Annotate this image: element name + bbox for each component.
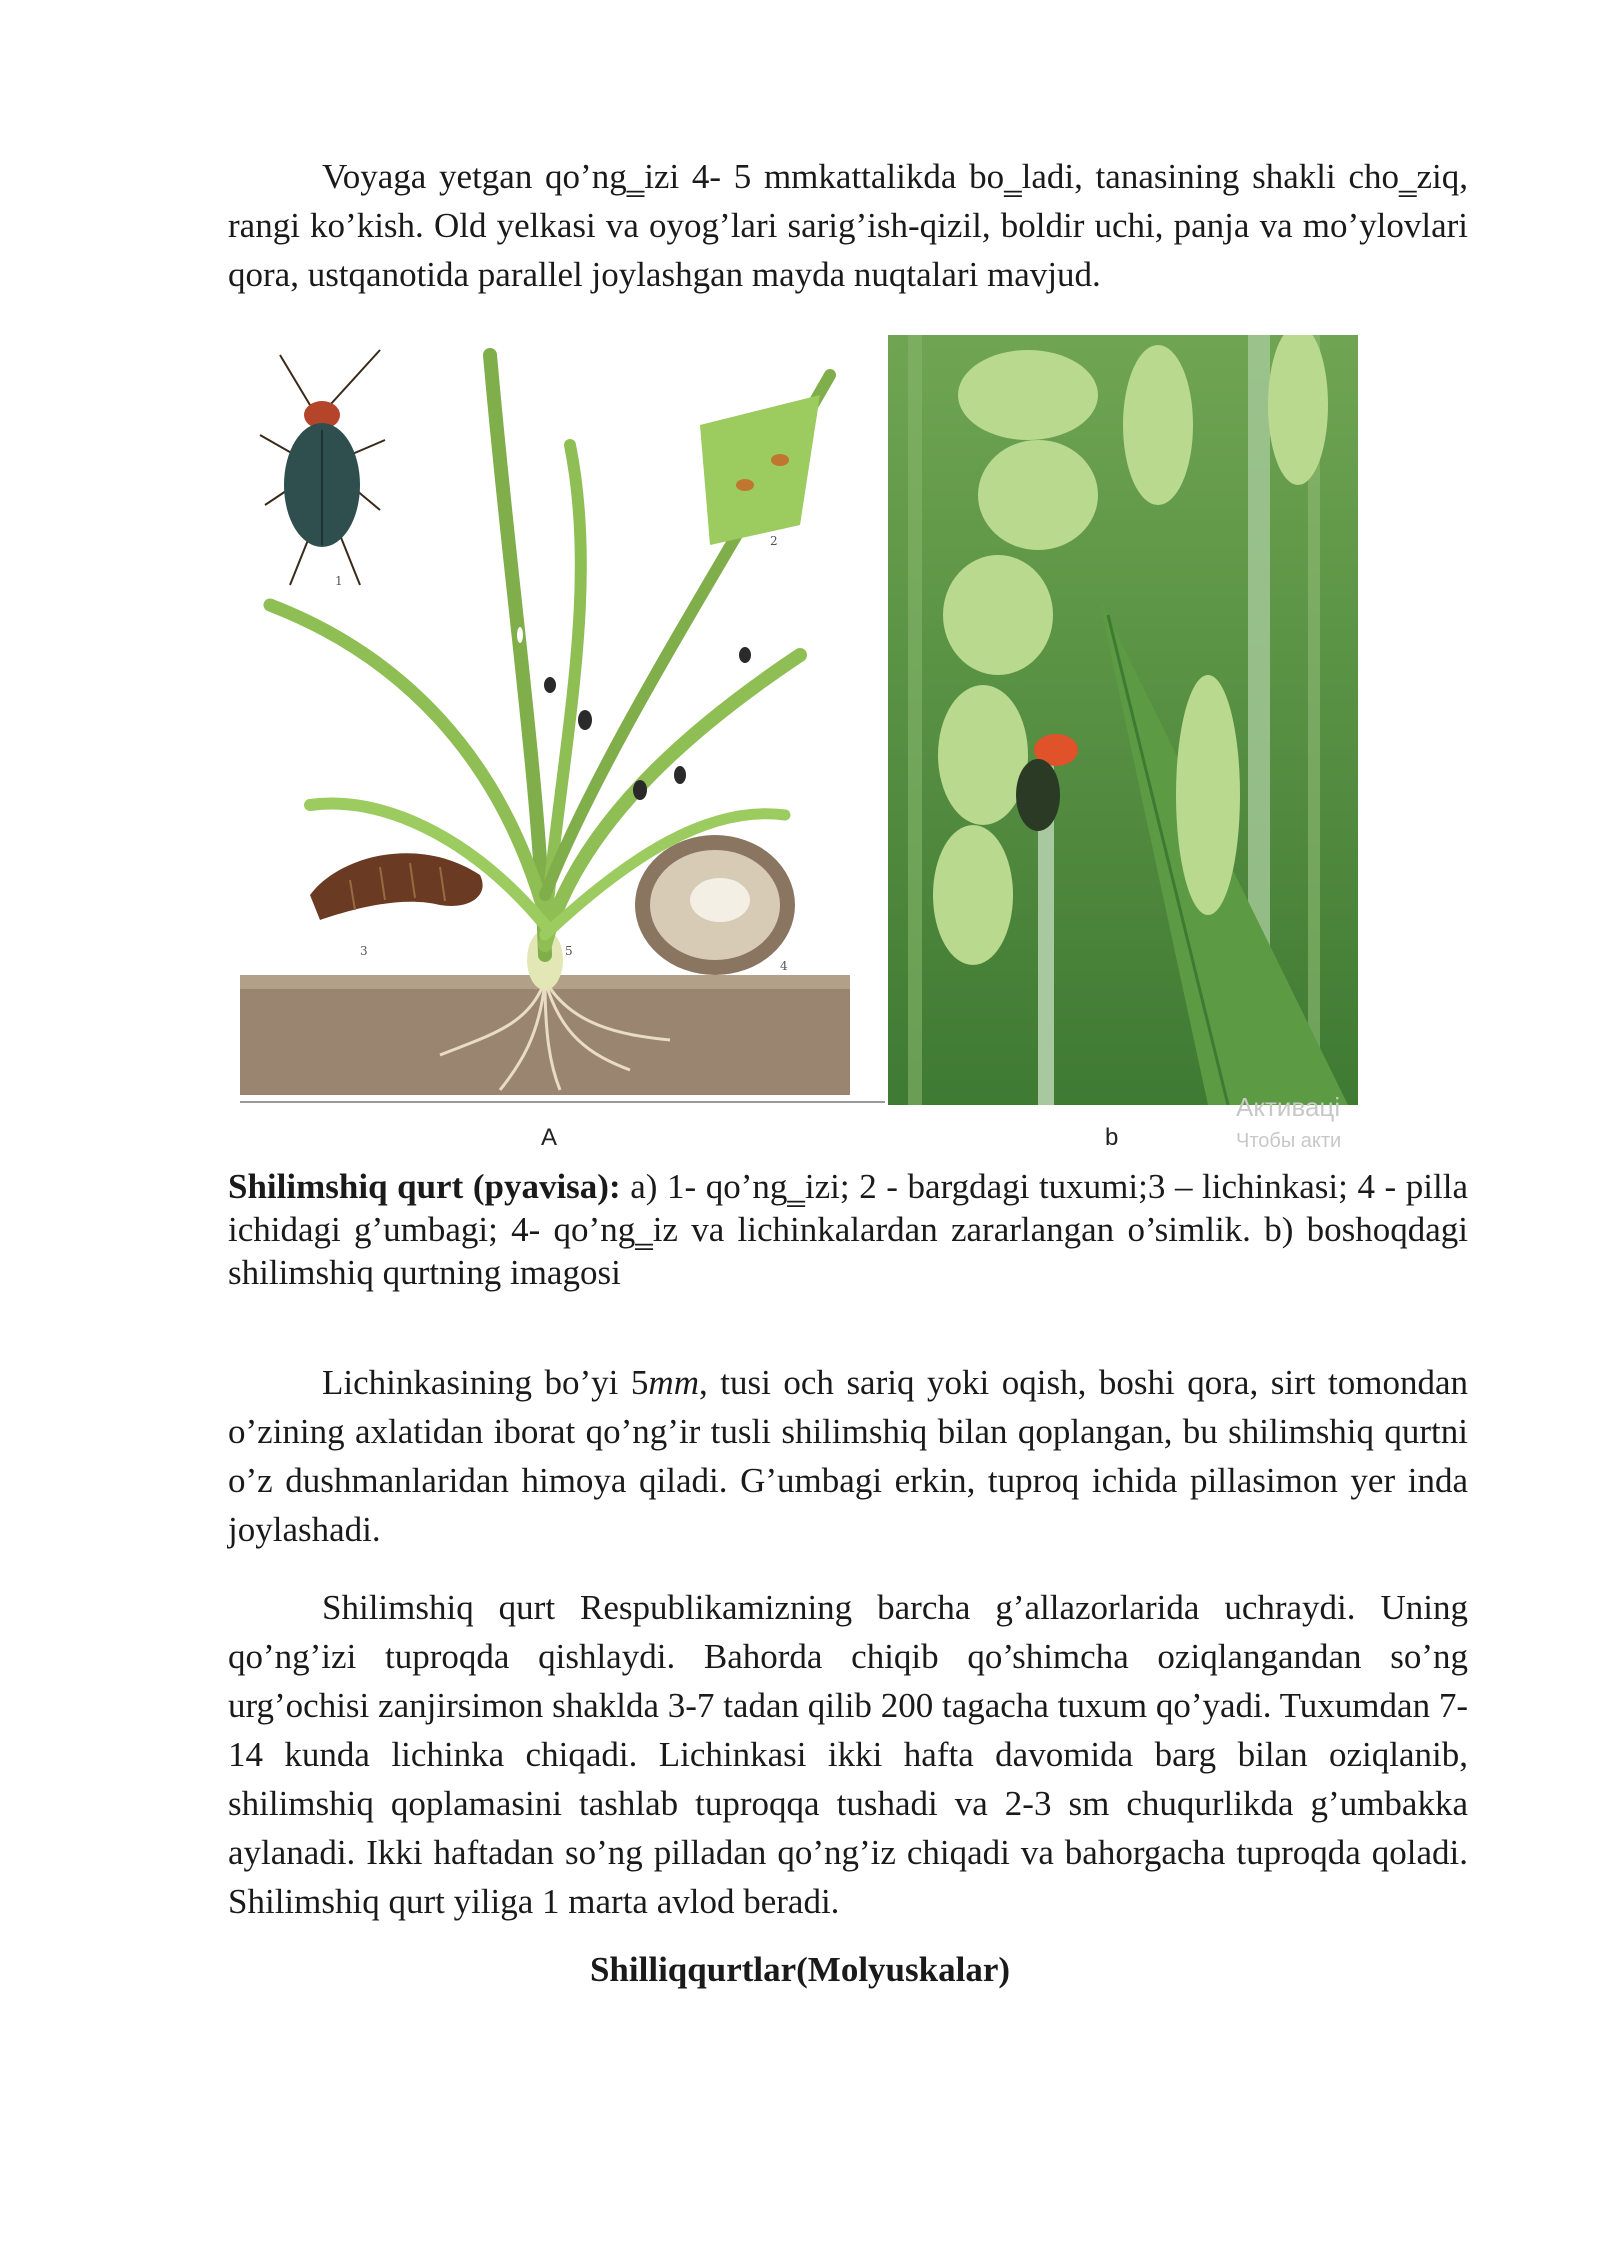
larva-text-start: Lichinkasining bo’yi 5 (322, 1363, 649, 1402)
paragraph-adult-description: Voyaga yetgan qo’ng‗izi 4- 5 mmkattalikda bo‗ladi, tanasining shakli cho‗ziq, rangi ko’kish. Old yelkasi va oyog’lari sarig’ish-qizil, boldir uchi, panja va mo’ylovlari qora, ustqanotida parallel joylashgan mayda nuqtalari mavjud. (228, 157, 1468, 294)
caption-title: Shilimshiq qurt (pyavisa): (228, 1167, 621, 1206)
figure-caption (228, 1165, 1468, 1294)
leaf-with-eggs (700, 395, 820, 548)
figure-number-2: 2 (770, 534, 778, 548)
larva-text-end: , tusi och sariq yoki oqish, boshi qora, sirt tomondan o’zining axlatidan iborat qo’ng’ir tusli shilimshiq bilan qoplangan, bu shilimshiq qurtni o’z dushmanlaridan himoya qiladi. G’umbagi erkin, tuproq ichida pillasimon yer inda joylashadi. (228, 1363, 1468, 1549)
larva-unit: mm (648, 1363, 699, 1402)
section-heading: Shilliqqurtlar(Molyuskalar) (589, 1950, 1011, 1989)
caption-text: a) 1- qo’ng‗izi; 2 - bargdagi tuxumi;3 – lichinkasi; 4 - pilla ichidagi g’umbagi; 4- qo’ng‗iz va lichinkalardan zararlangan o’simlik. b) boshoqdagi shilimshiq qurtning imagosi (228, 1167, 1468, 1292)
figure-label-b: b (1105, 1124, 1119, 1151)
figure-label-a: A (541, 1124, 558, 1151)
photo-beetle-on-wheat (888, 335, 1358, 1105)
figure-number-4: 4 (780, 959, 788, 973)
figure-number-1: 1 (335, 574, 343, 588)
pupa-cocoon-illustration (635, 835, 795, 975)
activation-watermark: Активаці (1236, 1092, 1341, 1122)
paragraph-life-cycle: Shilimshiq qurt Respublikamizning barcha g’allazorlarida uchraydi. Uning qo’ng’izi tuproqda qishlaydi. Bahorda chiqib qo’shimcha oziqlangandan so’ng urg’ochisi zanjirsimon shaklda 3-7 tadan qilib 200 tagacha tuxum qo’yadi. Tuxumdan 7-14 kunda lichinka chiqadi. Lichinkasi ikki hafta davomida barg bilan oziqlanib, shilimshiq qoplamasini tashlab tuproqqa tushadi va 2-3 sm chuqurlikda g’umbakka aylanadi. Ikki haftadan so’ng pilladan qo’ng’iz chiqadi va bahorgacha tuproqda qoladi. Shilimshiq qurt yiliga 1 marta avlod beradi. (228, 1588, 1468, 1921)
figure-number-5: 5 (565, 944, 573, 958)
paragraph-larva-description (228, 1358, 1468, 1554)
figure-divider (240, 1101, 885, 1103)
figure-number-3: 3 (360, 944, 368, 958)
activation-watermark-sub: Чтобы акти (1236, 1130, 1342, 1152)
larva-illustration (310, 853, 483, 958)
illustration-plant-and-beetle (240, 335, 850, 1095)
beetle-illustration (260, 350, 385, 588)
